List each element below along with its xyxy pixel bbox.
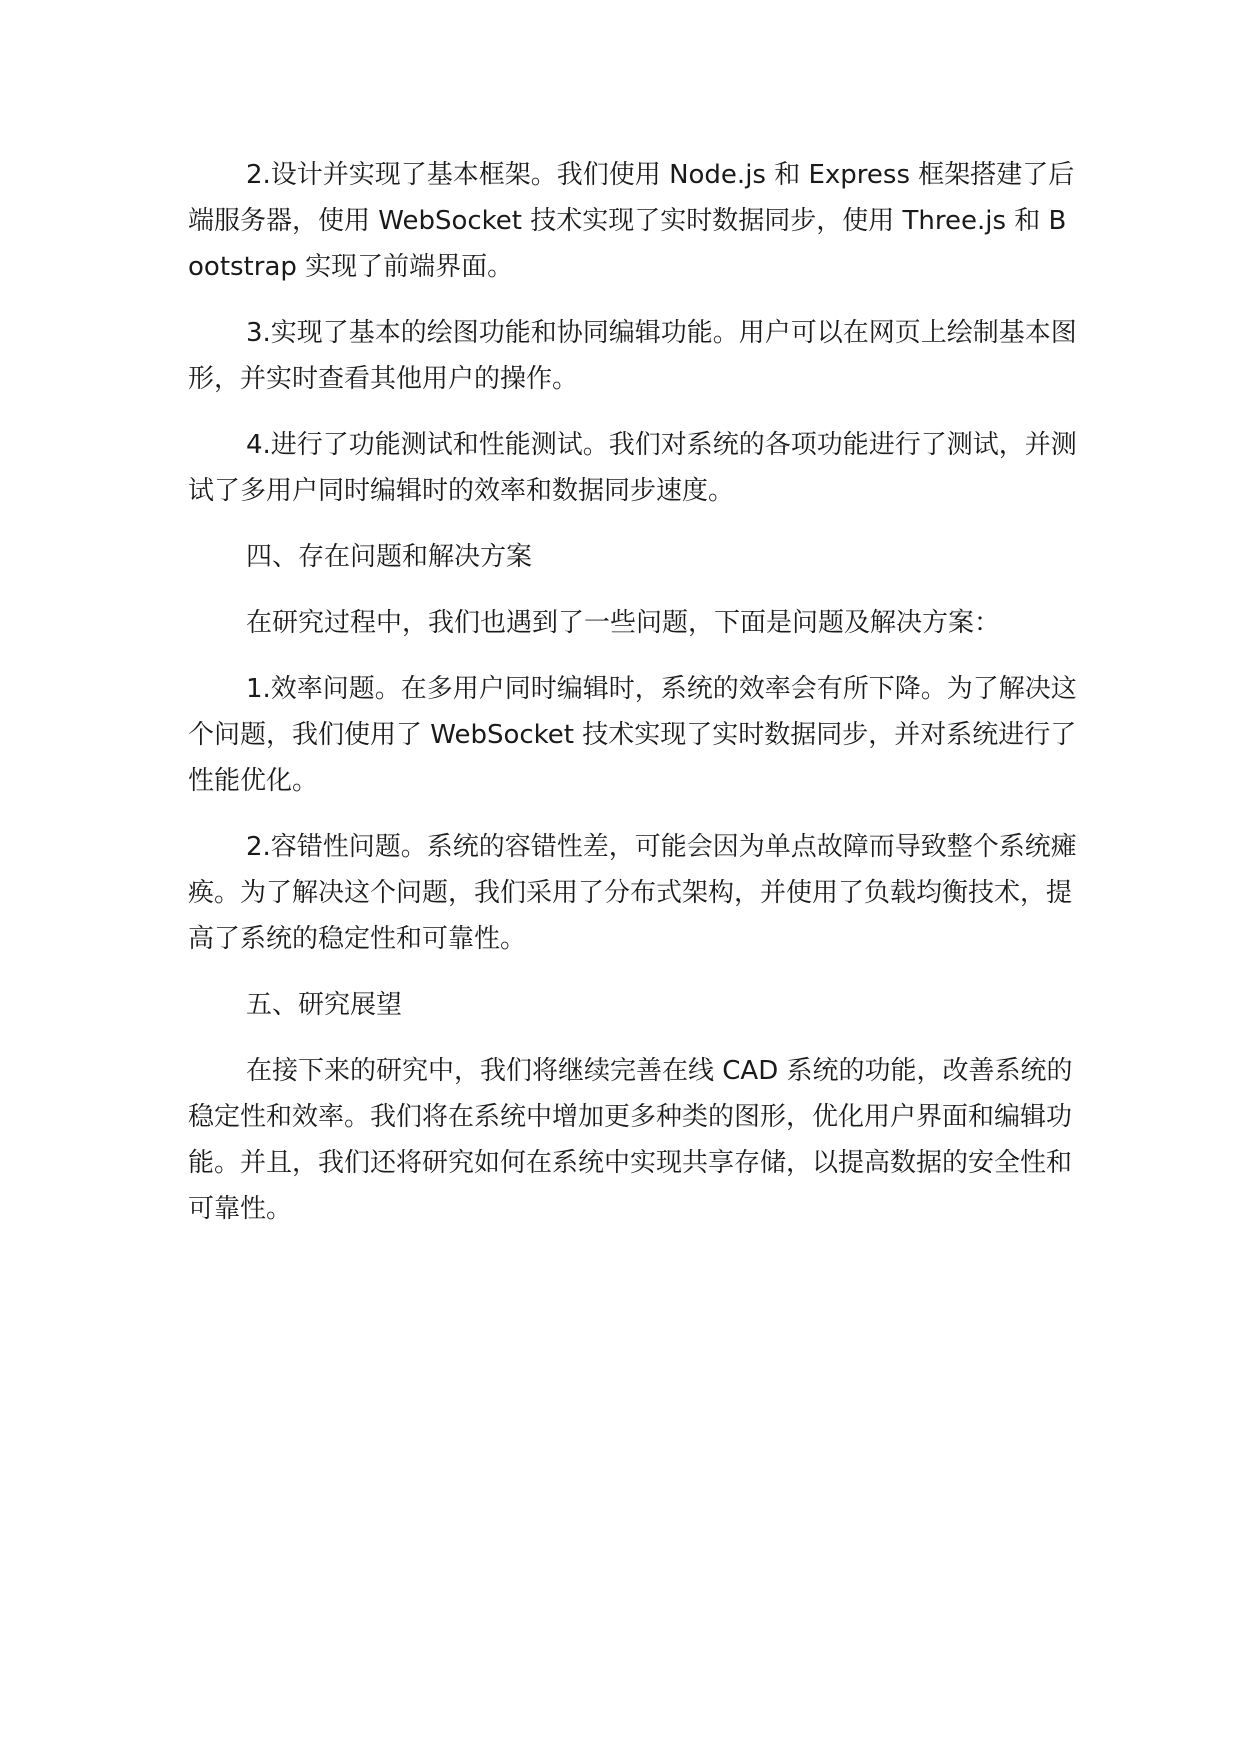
paragraph-framework: 2.设计并实现了基本框架。我们使用 Node.js 和 Express 框架搭建了后端服务器，使用 WebSocket 技术实现了实时数据同步，使用 Three.js 和 Bootstrap 实现了前端界面。 <box>188 160 1075 282</box>
paragraph-fault-tolerance-problem: 2.容错性问题。系统的容错性差，可能会因为单点故障而导致整个系统瘫痪。为了解决这个问题，我们采用了分布式架构，并使用了负载均衡技术，提高了系统的稳定性和可靠性。 <box>188 832 1077 954</box>
paragraph-outlook: 在接下来的研究中，我们将继续完善在线 CAD 系统的功能，改善系统的稳定性和效率。我们将在系统中增加更多种类的图形，优化用户界面和编辑功能。并且，我们还将研究如何在系统中实现共享存储，以提高数据的安全性和可靠性。 <box>188 1056 1073 1224</box>
section-heading-outlook: 五、研究展望 <box>246 990 403 1020</box>
document-body <box>188 152 1078 1252</box>
paragraph-problems-intro: 在研究过程中，我们也遇到了一些问题，下面是问题及解决方案： <box>246 608 1001 638</box>
paragraph-efficiency-problem: 1.效率问题。在多用户同时编辑时，系统的效率会有所下降。为了解决这个问题，我们使用了 WebSocket 技术实现了实时数据同步，并对系统进行了性能优化。 <box>188 674 1077 796</box>
section-heading-problems: 四、存在问题和解决方案 <box>246 542 533 572</box>
paragraph-testing: 4.进行了功能测试和性能测试。我们对系统的各项功能进行了测试，并测试了多用户同时编辑时的效率和数据同步速度。 <box>188 430 1077 506</box>
paragraph-drawing-features: 3.实现了基本的绘图功能和协同编辑功能。用户可以在网页上绘制基本图形，并实时查看其他用户的操作。 <box>188 318 1077 394</box>
